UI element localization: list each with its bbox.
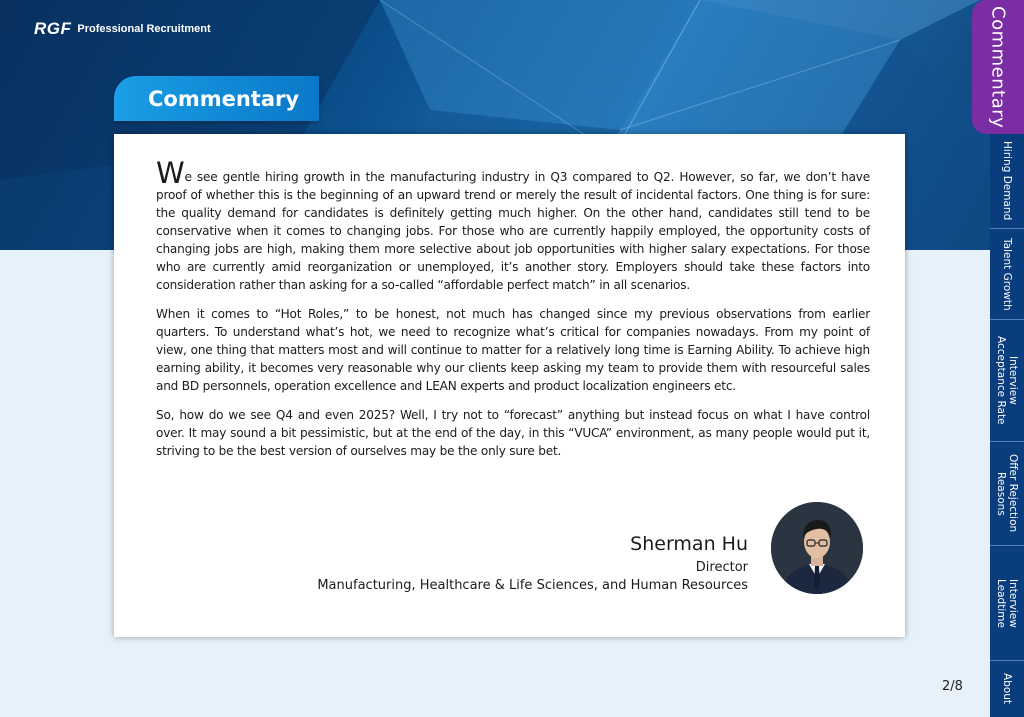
nav-tab-interview-leadtime[interactable] (990, 546, 1024, 661)
author-department: Manufacturing, Healthcare & Life Sciences, and Human Resources (317, 578, 748, 593)
brand-logo[interactable] (34, 19, 211, 39)
nav-tab-label: Interview Leadtime (995, 578, 1019, 628)
nav-tab-talent-growth[interactable] (990, 229, 1024, 320)
paragraph: When it comes to “Hot Roles,” to be honest, not much has changed since my previous observations from earlier quarters. To understand what’s hot, we need to recognize what’s critical for companies nowadays. From my point of view, one thing that matters most and will continue to matter for a relatively long time is Earning Ability. To achieve high earning ability, it becomes very reasonable why our clients keep asking my team to provide them with resourceful sales and BD personnels, operation excellence and LEAN experts and product localization engineers etc. (156, 307, 870, 393)
nav-tab-label: Talent Growth (1001, 237, 1013, 311)
nav-tab-label: Offer Rejection Reasons (995, 454, 1019, 533)
nav-tab-offer-rejection-reasons[interactable] (990, 442, 1024, 546)
nav-tab-label: Interview Acceptance Rate (995, 336, 1019, 425)
nav-tab-about[interactable] (990, 661, 1024, 717)
paragraph-text: e see gentle hiring growth in the manufacturing industry in Q3 compared to Q2. However, so far, we don’t have proof of whether this is the beginning of an upward trend or merely the result of incidental factors. One thing is for sure: the quality demand for candidates is definitely getting much higher. On the other hand, candidates still tend to be conservative when it comes to changing jobs. For those who are currently happily employed, the opportunity costs of changing jobs are high, making them more selective about job opportunities with higher salary expectations. For those who are currently amid reorganization or unemployed, it’s another story. Employers should take these factors into consideration rather than asking for a so-called “affordable perfect match” in all scenarios. (156, 170, 870, 292)
nav-tab-commentary-label: Commentary (987, 5, 1009, 129)
logo-text: Professional Recruitment (77, 23, 211, 35)
author-title: Director (695, 560, 748, 575)
nav-tab-label: About (1001, 673, 1013, 705)
section-sidebar (990, 134, 1024, 717)
dropcap: W (156, 156, 185, 190)
nav-tab-label: Hiring Demand (1001, 141, 1013, 221)
section-title-tab (114, 76, 319, 121)
author-avatar (771, 502, 863, 594)
commentary-card (114, 134, 905, 637)
portrait-image (771, 502, 863, 594)
commentary-body (156, 156, 870, 471)
paragraph: So, how do we see Q4 and even 2025? Well, I try not to “forecast” anything but instead focus on what I have control over. It may sound a bit pessimistic, but at the end of the day, in this “VUCA” environment, as many people would put it, striving to be the best version of ourselves may be the only sure bet. (156, 408, 870, 458)
paragraph (156, 156, 870, 294)
logo-mark: RGF (34, 19, 72, 38)
nav-tab-commentary[interactable] (972, 0, 1024, 134)
author-signature (317, 531, 748, 595)
nav-tab-hiring-demand[interactable] (990, 134, 1024, 229)
page-indicator: 2/8 (942, 679, 963, 694)
section-title: Commentary (148, 86, 300, 111)
nav-tab-interview-acceptance-rate[interactable] (990, 320, 1024, 442)
author-name: Sherman Hu (630, 533, 748, 555)
